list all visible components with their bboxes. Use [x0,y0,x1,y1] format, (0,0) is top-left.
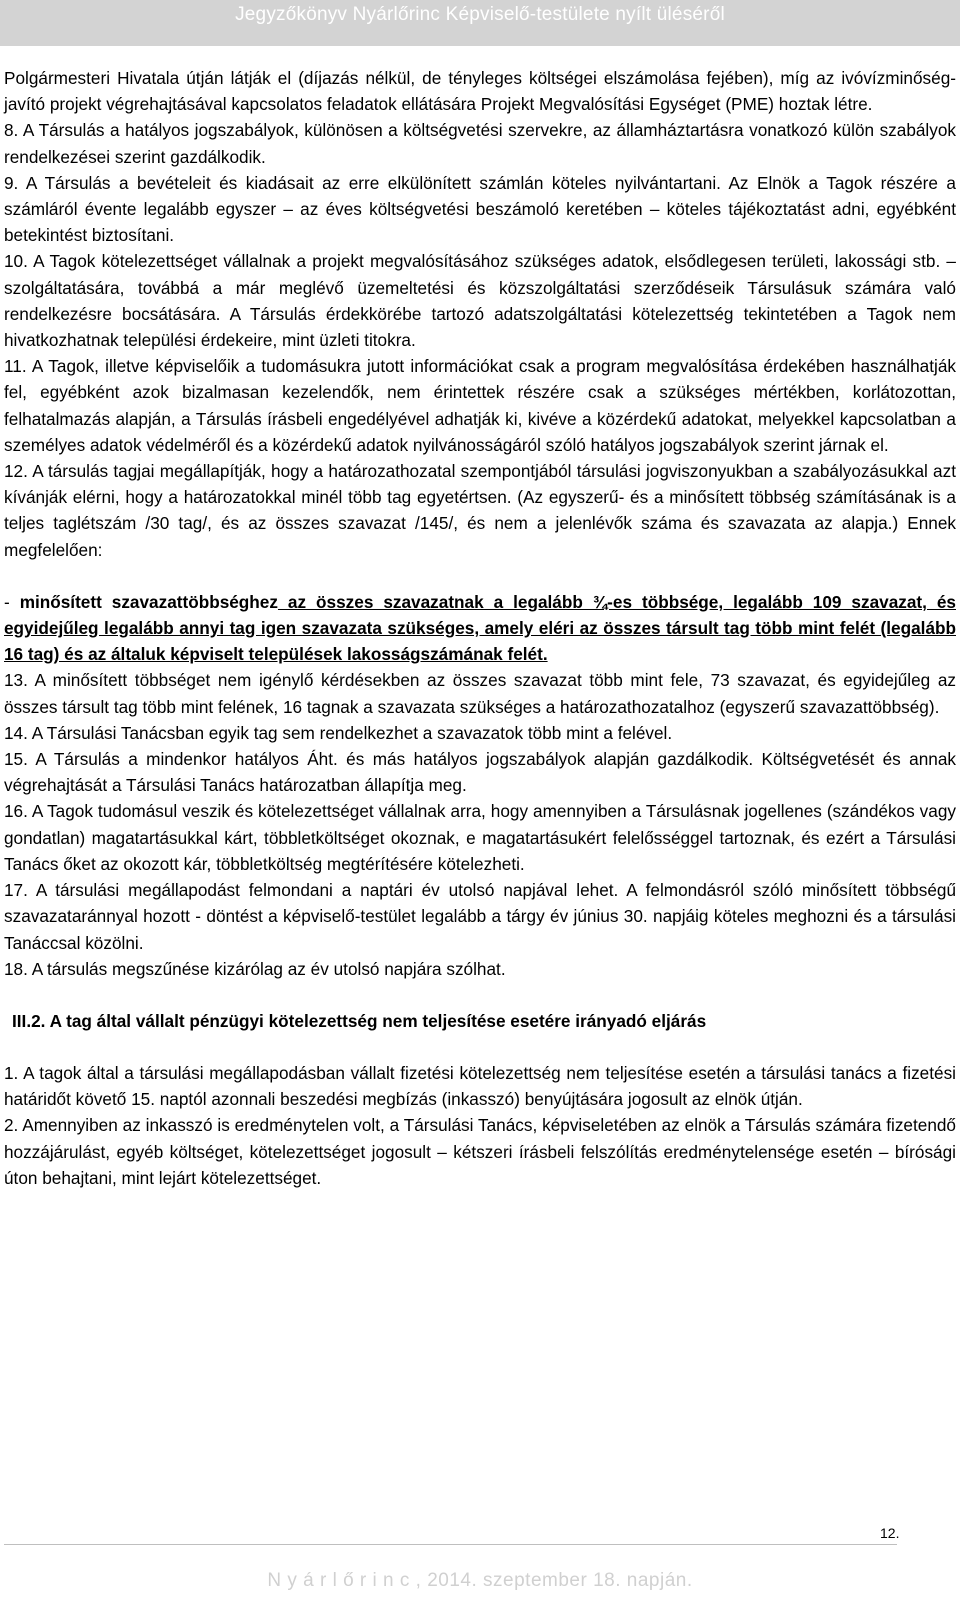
paragraph-14: 14. A Társulási Tanácsban egyik tag sem rendelkezhet a szavazatok több mint a felével. [4,722,673,743]
header-title: Jegyzőkönyv Nyárlőrinc Képviselő-testülete nyílt üléséről [235,4,725,25]
spacer [4,1034,956,1060]
section-paragraph-2: 2. Amennyiben az inkasszó is eredménytelen volt, a Társulási Tanács, képviseletében az elnök a Társulás számára fizetendő hozzájárulást, egyéb költséget, kötelezettséget jogosult – kétszeri írásbeli felszólítás eredménytelensége esetén – bírósági úton behajtani, mint lejárt kötelezettséget. [4,1115,956,1188]
section-heading: III.2. A tag által vállalt pénzügyi kötelezettség nem teljesítése esetére irányadó eljárás [12,1010,707,1031]
dash-prefix: - [4,591,20,612]
paragraph-minositett [4,589,956,668]
page-number: 12. [880,1525,900,1541]
spacer [4,982,956,1008]
paragraph-13: 13. A minősített többséget nem igénylő kérdésekben az összes szavazat több mint fele, 73 szavazat, és egyidejűleg az összes társult tag több mint felének, 16 tagnak a szavazata szükséges a határozathozatalhoz (egyszerű szavazattöbbség). [4,670,956,717]
document-body [4,65,956,1191]
paragraph-11: 11. A Tagok, illetve képviselőik a tudomásukra jutott információkat csak a program megvalósítása érdekében használhatják fel, egyébként azok bizalmasan kezelendők, nem érintettek részére csak a szükséges mértékben, korlátozottan, felhatalmazás alapján, a Társulás írásbeli engedélyével adhatják ki, kivéve a közérdekű adatokat, melyekkel kapcsolatban a személyes adatok védelméről és a közérdekű adatok nyilvánosságáról szóló hatályos jogszabályok szerint járnak el. [4,356,956,455]
minositett-rule: az összes szavazatnak a legalább ¾-es többsége, legalább 109 szavazat, és egyidejűleg legalább annyi tag igen szavazata szükséges, amely eléri az összes társult tag több mint felét (legalább 16 tag) és az általuk képviselt települések lakosságszámának felét. [4,591,956,665]
footer-text: N y á r l ő r i n c , 2014. szeptember 18. napján. [267,1570,693,1591]
paragraph-10: 10. A Tagok kötelezettséget vállalnak a projekt megvalósításához szükséges adatok, elsődlegesen területi, lakossági stb. – szolgáltatására, továbbá a már meglévő üzemeltetési és közszolgáltatási szerződéseik Társulásuk számára való rendelkezésre bocsátására. A Társulás érdekkörébe tartozó adatszolgáltatási kötelezettség tekintetében a Tagok nem hivatkozhatnak települési érdekeire, mint üzleti titokra. [4,251,956,351]
paragraph-17: 17. A társulási megállapodást felmondani a naptári év utolsó napjával lehet. A felmondásról szóló minősített többségű szavazataránnyal hozott - döntést a képviselő-testület legalább a tárgy év június 30. napjáig köteles meghozni és a társulási Tanáccsal közölni. [4,880,956,953]
paragraph-9: 9. A Társulás a bevételeit és kiadásait az erre elkülönített számlán köteles nyilvántartani. Az Elnök a Tagok részére a számláról évente legalább egyszer – az éves költségvetési beszámoló keretében – köteles tájékoztatást adni, egyébként betekintést biztosítani. [4,172,956,246]
paragraph-intro: Polgármesteri Hivatala útján látják el (díjazás nélkül, de tényleges költségei elszámolása fejében), míg az ivóvízminőség-javító projekt végrehajtásával kapcsolatos feladatok ellátására Projekt Megvalósítási Egységet (PME) hoztak létre. [4,68,956,115]
page-divider [4,1544,897,1545]
section-paragraph-1: 1. A tagok által a társulási megállapodásban vállalt fizetési kötelezettség nem teljesítése esetén a társulási tanács a fizetési határidőt követő 15. naptól azonnali beszedési megbízás (inkasszó) benyújtására jogosult az elnök útján. [4,1062,956,1110]
paragraph-16: 16. A Tagok tudomásul veszik és kötelezettséget vállalnak arra, hogy amennyiben a Társulásnak jogellenes (szándékos vagy gondatlan) magatartásukkal kárt, többletköltséget okoznak, e magatartásukért felelősséggel tartoznak, és ezért a Társulási Tanács őket az okozott kár, többletköltség megtérítésére kötelezheti. [4,801,956,874]
paragraph-15: 15. A Társulás a mindenkor hatályos Áht. és más hatályos jogszabályok alapján gazdálkodik. Költségvetését és annak végrehajtását a Társulási Tanács határozatban állapítja meg. [4,749,956,796]
spacer [4,563,956,589]
paragraph-8: 8. A Társulás a hatályos jogszabályok, különösen a költségvetési szervekre, az államháztartásra vonatkozó külön szabályok rendelkezései szerint gazdálkodik. [4,120,956,167]
paragraph-12: 12. A társulás tagjai megállapítják, hogy a határozathozatal szempontjából társulási jogviszonyukban a szabályozásukkal azt kívánják elérni, hogy a határozatokkal minél több tag egyetértsen. (Az egyszerű- és a minősített többség számításának is a teljes taglétszám /30 tag/, és az összes szavazat /145/, és nem a jelenlévők száma és szavazata az alapja.) Ennek megfelelően: [4,461,956,560]
paragraph-18: 18. A társulás megszűnése kizárólag az év utolsó napjára szólhat. [4,958,506,979]
minositett-label: minősített szavazattöbbséghez [19,591,278,612]
